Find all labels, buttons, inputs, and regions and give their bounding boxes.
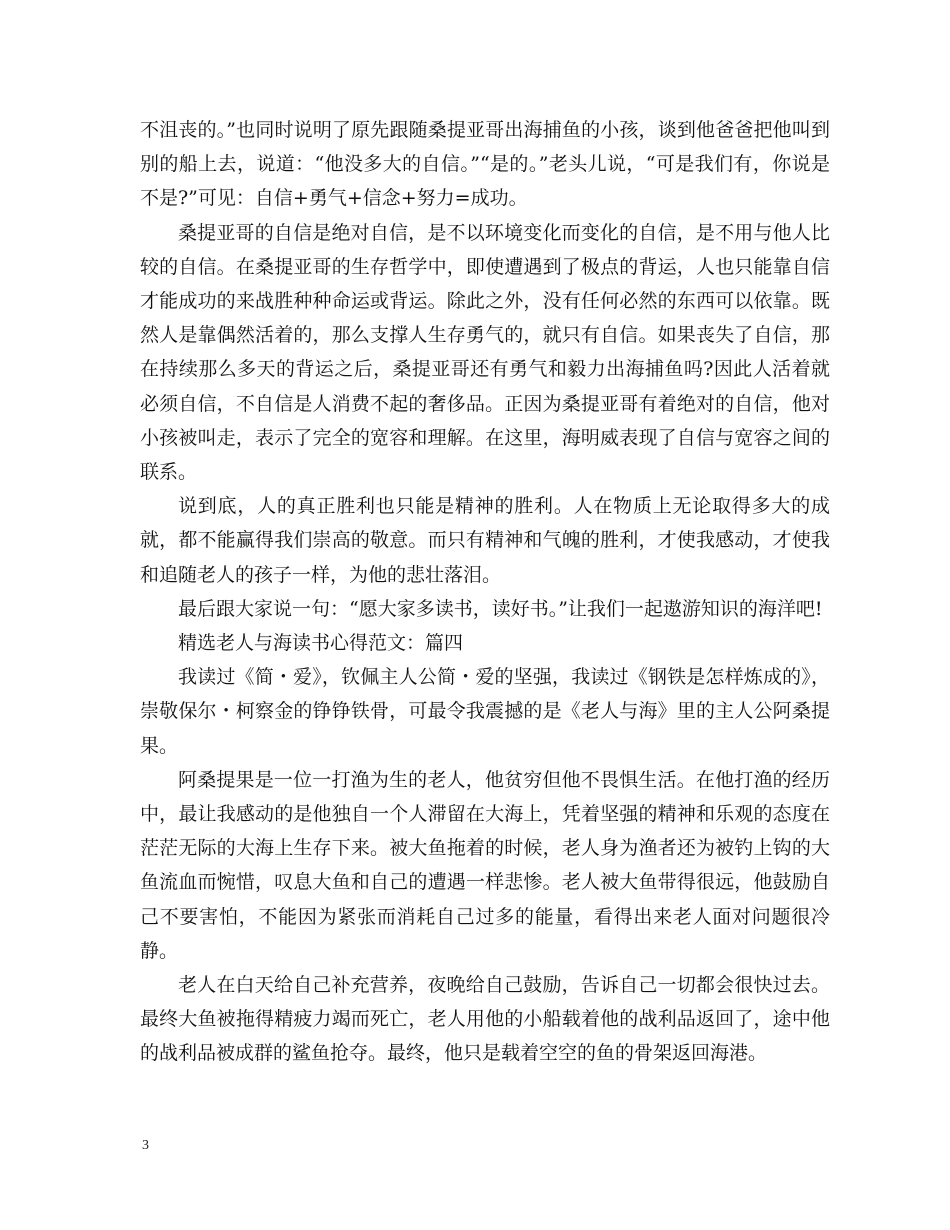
- paragraph-return-to-harbor: 老人在白天给自己补充营养，夜晚给自己鼓励，告诉自己一切都会很快过去。最终大鱼被拖得精疲力竭而死亡，老人用他的小船载着他的战利品返回了，途中他的战利品被成群的鲨鱼抢夺。最终，他只是载着空空的鱼的骨架返回海港。: [140, 974, 830, 1065]
- paragraph-old-fisherman: 阿桑提果是一位一打渔为生的老人，他贫穷但他不畏惧生活。在他打渔的经历中，最让我感动的是他独自一个人滞留在大海上，凭着坚强的精神和乐观的态度在茫茫无际的大海上生存下来。被大鱼拖着的时候，老人身为渔者还为被钓上钩的大鱼流血而惋惜，叹息大鱼和自己的遭遇一样悲惨。老人被大鱼带得很远，他鼓励自己不要害怕，不能因为紧张而消耗自己过多的能量，看得出来老人面对问题很冷静。: [140, 768, 830, 962]
- paragraph-spiritual-victory: 说到底，人的真正胜利也只能是精神的胜利。人在物质上无论取得多大的成就，都不能赢得我们崇高的敬意。而只有精神和气魄的胜利，才使我感动，才使我和追随老人的孩子一样，为他的悲壮落泪。: [140, 495, 830, 586]
- document-body: [140, 113, 830, 1071]
- paragraph-confidence: 桑提亚哥的自信是绝对自信，是不以环境变化而变化的自信，是不用与他人比较的自信。在桑提亚哥的生存哲学中，即使遭遇到了极点的背运，人也只能靠自信才能成功的来战胜种种命运或背运。除此之外，没有任何必然的东西可以依靠。既然人是靠偶然活着的，那么支撑人生存勇气的，就只有自信。如果丧失了自信，那在持续那么多天的背运之后，桑提亚哥还有勇气和毅力出海捕鱼吗?因此人活着就必须自信，不自信是人消费不起的奢侈品。正因为桑提亚哥有着绝对的自信，他对小孩被叫走，表示了完全的宽容和理解。在这里，海明威表现了自信与宽容之间的联系。: [140, 221, 830, 484]
- paragraph-closing-words: 最后跟大家说一句：“愿大家多读书，读好书。”让我们一起遨游知识的海洋吧!: [178, 597, 823, 620]
- page-number: 3: [142, 1138, 149, 1153]
- paragraph-continuation: 不沮丧的。”也同时说明了原先跟随桑提亚哥出海捕鱼的小孩，谈到他爸爸把他叫到别的船上去，说道：“他没多大的自信。”“是的。”老头儿说，“可是我们有，你说是不是?”可见：自信+勇气+信念+努力=成功。: [140, 119, 830, 210]
- paragraph-books-read: 我读过《简・爱》，钦佩主人公简・爱的坚强，我读过《钢铁是怎样炼成的》，崇敬保尔・柯察金的铮铮铁骨，可最令我震撼的是《老人与海》里的主人公阿桑提果。: [140, 666, 830, 757]
- section-heading-part-four: 精选老人与海读书心得范文：篇四: [178, 632, 464, 655]
